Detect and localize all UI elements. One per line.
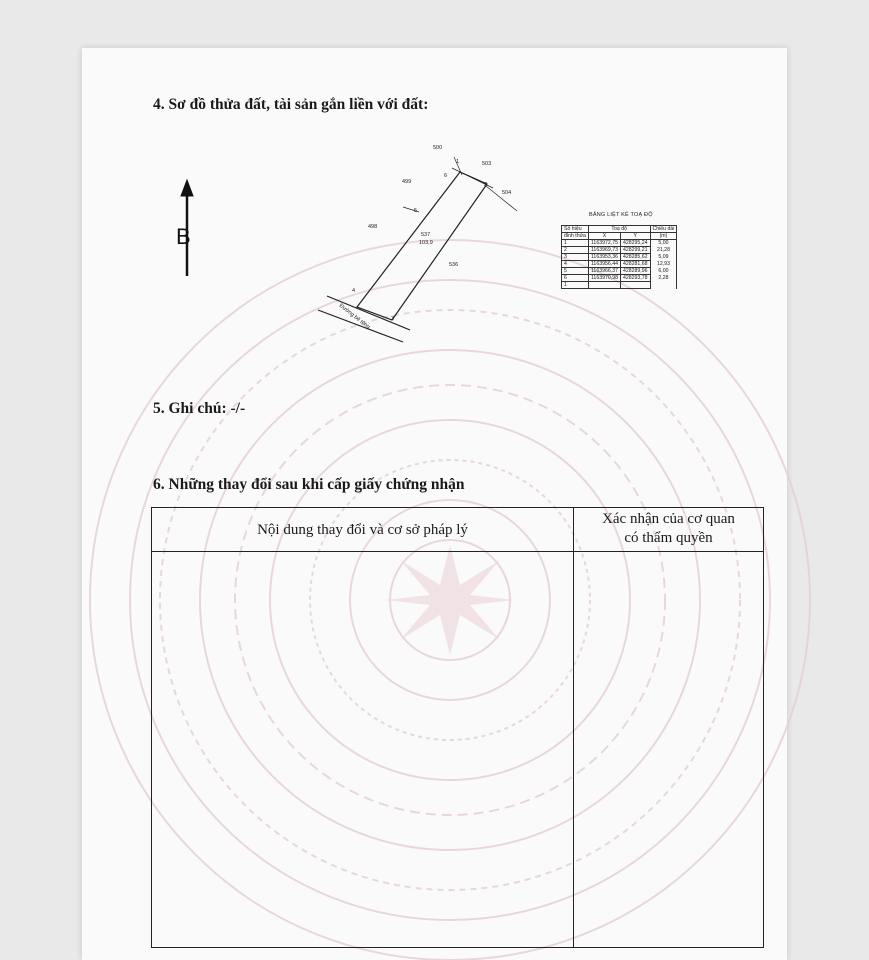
table-row: 2 1163969,73 428299,21 21,28 — [562, 247, 677, 254]
road-label: Đường bê tông — [337, 302, 371, 331]
parcel-number: 537 — [421, 232, 431, 238]
vertex-label: 3 — [391, 316, 395, 322]
table-row: 3 1163953,36 428285,62 5,09 — [562, 254, 677, 261]
neighbor-label: 503 — [482, 161, 492, 167]
table-row: 4 1163956,44 428281,68 12,93 — [562, 261, 677, 268]
coord-head: Chiều dài — [650, 226, 677, 233]
table-row: 5 1163966,37 428289,96 6,00 — [562, 268, 677, 275]
changes-col-authority — [573, 510, 764, 548]
vertex-label: 6 — [444, 173, 448, 179]
neighbor-label: 536 — [449, 262, 459, 268]
coord-head: X — [588, 233, 620, 240]
vertex-label: 4 — [352, 288, 356, 294]
neighbor-label: 504 — [502, 190, 512, 196]
coord-head: đỉnh thửa — [562, 233, 589, 240]
coord-head: Y — [620, 233, 650, 240]
section-4-title: 4. Sơ đồ thửa đất, tài sản gắn liền với đất: — [153, 96, 429, 113]
north-letter: B — [176, 224, 191, 249]
parcel-area: 103,9 — [419, 240, 433, 246]
coord-head: Toạ độ — [588, 226, 650, 233]
neighbor-label: 500 — [433, 145, 443, 151]
coord-table-title: BẢNG LIỆT KÊ TOẠ ĐỘ — [589, 212, 653, 218]
section-5-title: 5. Ghi chú: -/- — [153, 400, 246, 417]
neighbor-label: 499 — [402, 179, 412, 185]
vertex-label: 2 — [484, 182, 488, 188]
vertex-label: 5 — [414, 208, 418, 214]
neighbor-label: 498 — [368, 224, 378, 230]
coord-head: Số hiệu — [562, 226, 589, 233]
table-row: 1 1163972,75 428295,24 5,00 — [562, 240, 677, 247]
header-divider — [152, 551, 763, 552]
changes-table — [151, 507, 764, 948]
coordinate-table — [561, 225, 677, 289]
section-6-title: 6. Những thay đổi sau khi cấp giấy chứng nhận — [153, 476, 465, 493]
vertex-label: 1 — [456, 159, 460, 165]
table-row: 6 1163970,98 428293,78 2,28 — [562, 275, 677, 282]
authority-line-2: có thẩm quyền — [624, 530, 713, 546]
changes-col-content: Nội dung thay đổi và cơ sở pháp lý — [257, 522, 468, 538]
table-row: 1 — [562, 282, 677, 289]
column-divider — [573, 508, 574, 947]
authority-line-1: Xác nhận của cơ quan — [602, 511, 735, 527]
parcel-outline — [357, 172, 487, 320]
coord-head: (m) — [650, 233, 677, 240]
